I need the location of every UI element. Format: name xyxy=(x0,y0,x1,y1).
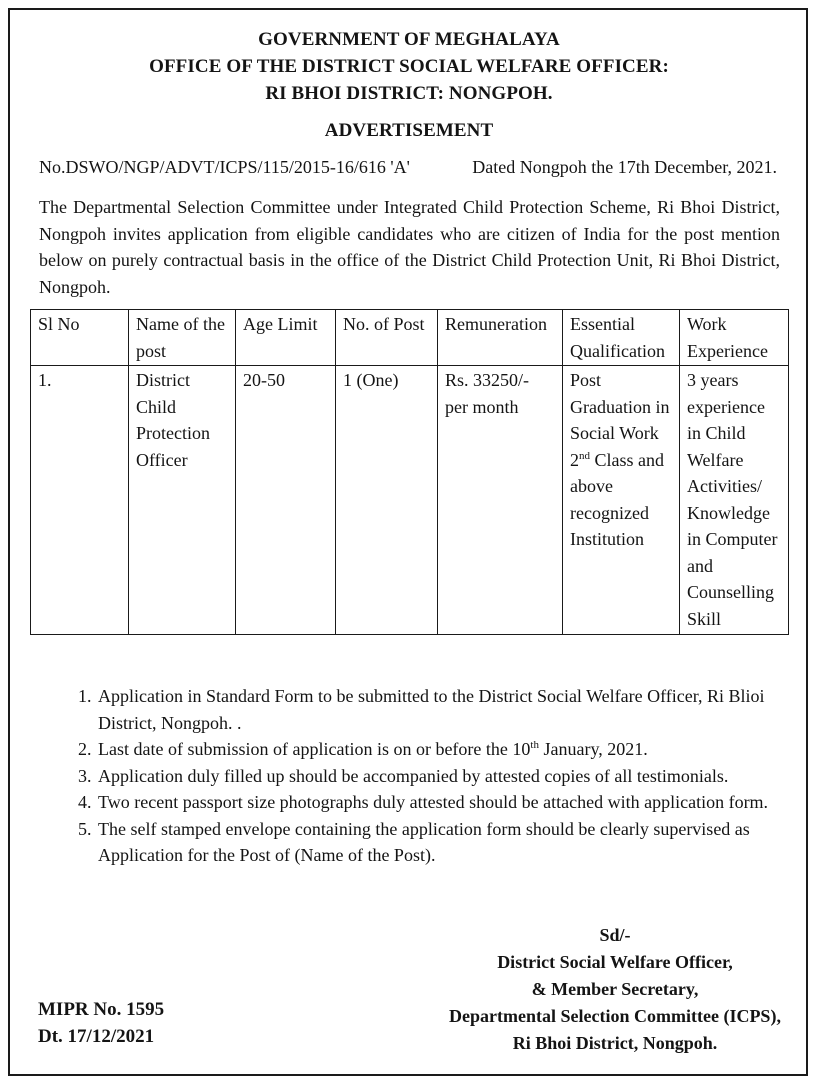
cell-qualification xyxy=(563,366,680,635)
advertisement-title: ADVERTISEMENT xyxy=(324,120,494,141)
cell-sl-no: 1. xyxy=(31,366,129,635)
signature-committee: Departmental Selection Committee (ICPS), xyxy=(449,1006,781,1026)
header-age-limit: Age Limit xyxy=(236,310,336,366)
header-no-of-post: No. of Post xyxy=(336,310,438,366)
list-item: 4. Two recent passport size photographs duly attested should be attached with application form. xyxy=(96,789,808,816)
cell-no-of-post: 1 (One) xyxy=(336,366,438,635)
header-remuneration: Remuneration xyxy=(438,310,563,366)
list-item xyxy=(96,736,808,763)
table-header-row xyxy=(31,310,789,366)
header-sl-no: Sl No xyxy=(31,310,129,366)
cell-experience: 3 years experience in Child Welfare Activities/ Knowledge in Computer and Counselling Skill xyxy=(680,366,789,635)
qualification-text-end: Class and above recognized Institution xyxy=(570,449,664,549)
list-item: 3. Application duly filled up should be accompanied by attested copies of all testimonials. xyxy=(96,763,808,790)
conditions-list xyxy=(64,683,808,869)
signature-member-secretary: & Member Secretary, xyxy=(531,979,699,999)
header-experience: Work Experience xyxy=(680,310,789,366)
reference-line xyxy=(39,156,781,178)
note-text: Last date of submission of application is on or before the 10 xyxy=(98,739,531,759)
signature-designation: District Social Welfare Officer, xyxy=(497,952,733,972)
reference-number: No.DSWO/NGP/ADVT/ICPS/115/2015-16/616 'A' xyxy=(39,157,410,177)
cell-age-limit: 20-50 xyxy=(236,366,336,635)
list-item: 5. The self stamped envelope containing the application form should be clearly supervised as Application for the Post of (Name of the Post). xyxy=(96,816,808,869)
cell-post-name: District Child Protection Officer xyxy=(129,366,236,635)
qualification-superscript: nd xyxy=(579,449,590,462)
signature-block xyxy=(420,922,810,1057)
header-district: RI BHOI DISTRICT: NONGPOH. xyxy=(265,83,553,104)
mipr-date: Dt. 17/12/2021 xyxy=(38,1026,155,1047)
note-superscript: th xyxy=(530,739,539,751)
posts-table xyxy=(30,309,789,635)
list-item: 1. Application in Standard Form to be submitted to the District Social Welfare Officer, Ri Blioi District, Nongpoh. . xyxy=(96,683,808,736)
header-name-of-post: Name of the post xyxy=(129,310,236,366)
qualification-text-start: Post Graduation in Social Work 2 xyxy=(570,370,670,470)
signature-place: Ri Bhoi District, Nongpoh. xyxy=(512,1033,718,1053)
signature-sd: Sd/- xyxy=(599,925,631,945)
header-qualification: Essential Qualification xyxy=(563,310,680,366)
mipr-number: MIPR No. 1595 xyxy=(38,999,165,1020)
intro-paragraph: The Departmental Selection Committee under Integrated Child Protection Scheme, Ri Bhoi District, Nongpoh invites application from eligible candidates who are citizen of India for the post mention below on purely contractual basis in the office of the District Child Protection Unit, Ri Bhoi District, Nongpoh. xyxy=(39,197,780,297)
header-government: GOVERNMENT OF MEGHALAYA xyxy=(258,29,560,50)
header-office: OFFICE OF THE DISTRICT SOCIAL WELFARE OFFICER: xyxy=(149,56,669,77)
reference-date: Dated Nongpoh the 17th December, 2021. xyxy=(472,157,777,177)
table-row xyxy=(31,366,789,635)
note-text: January, 2021. xyxy=(538,739,648,759)
cell-remuneration: Rs. 33250/- per month xyxy=(438,366,563,635)
